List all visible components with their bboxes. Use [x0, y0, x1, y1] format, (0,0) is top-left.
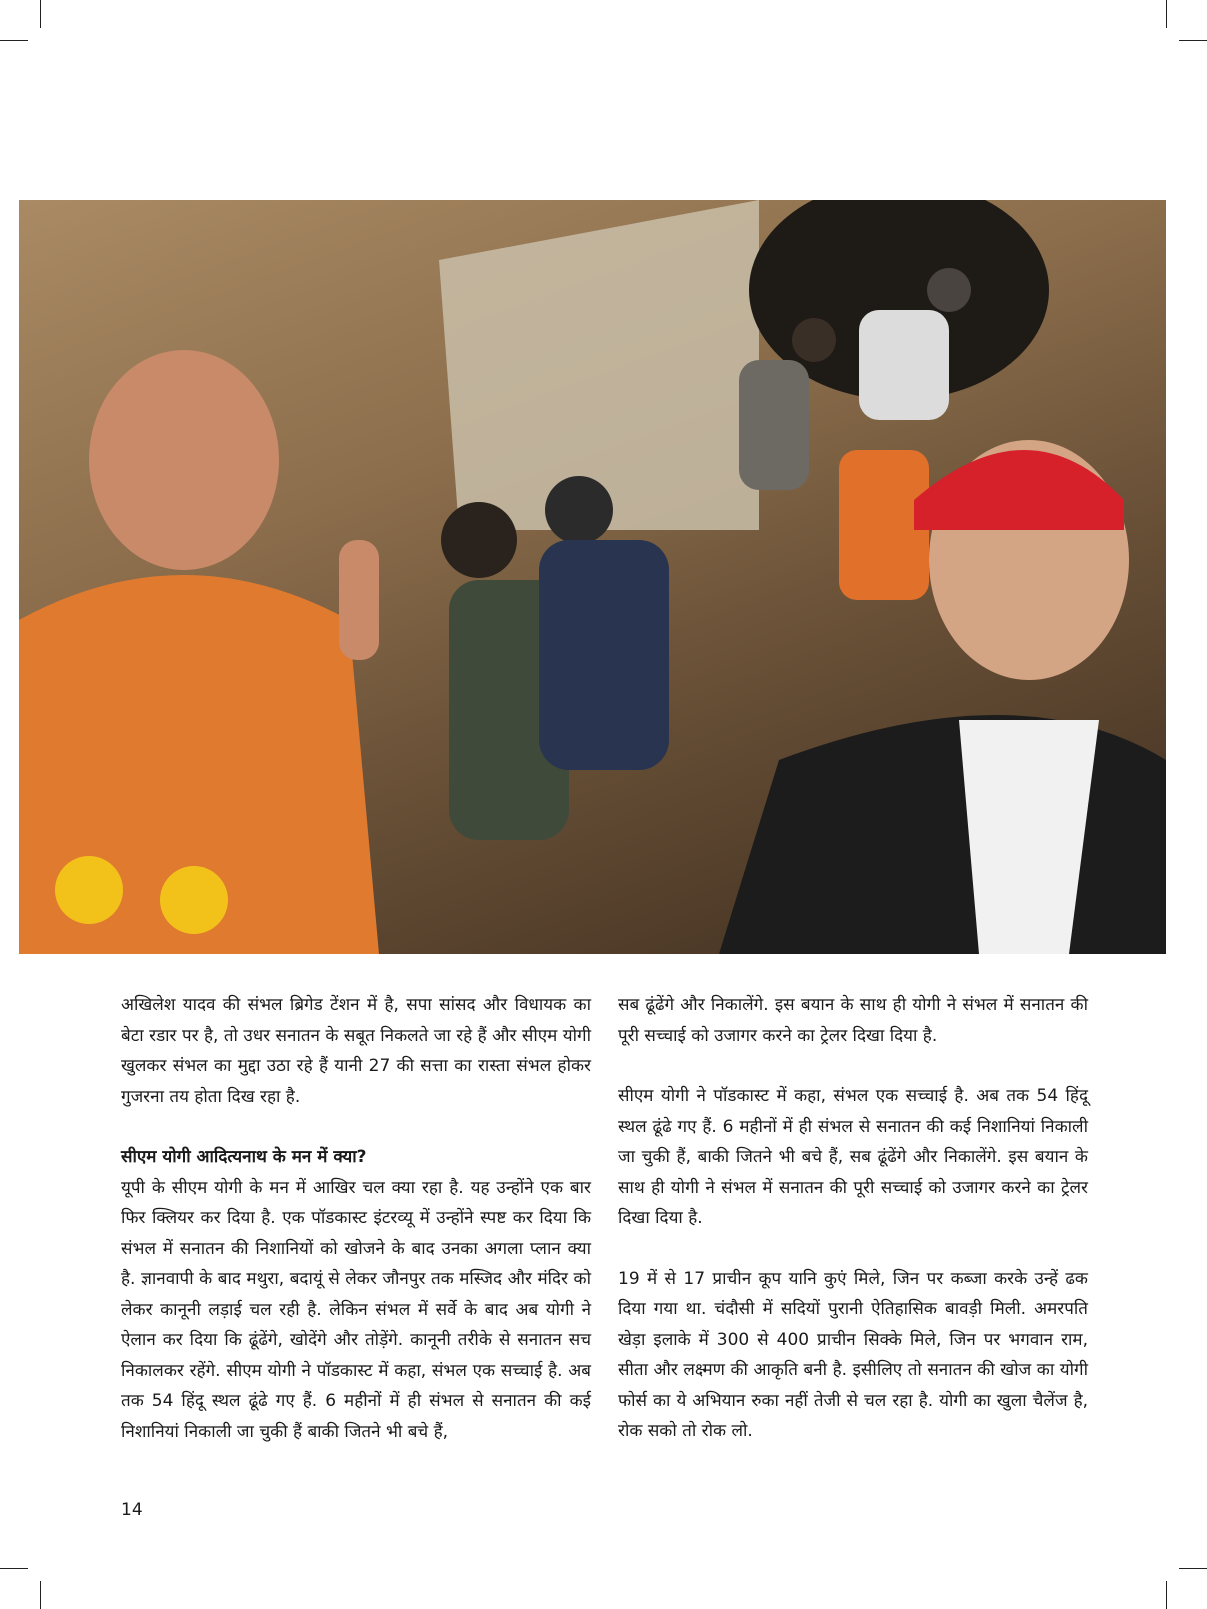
photo-collage-icon: [19, 200, 1166, 954]
crop-mark: [1179, 40, 1207, 41]
article-paragraph: सीएम योगी ने पॉडकास्ट में कहा, संभल एक सच्चाई है. अब तक 54 हिंदू स्थल ढूंढे गए हैं. 6 महीनों में ही संभल से सनातन की कई निशानियां निकाली जा चुकी हैं, बाकी जितने भी बचे हैं, सब ढूंढेंगे और निकालेंगे. इस बयान के साथ ही योगी ने संभल में सनातन की पूरी सच्चाई को उजागर करने का ट्रेलर दिखा दिया है.: [618, 1086, 1088, 1228]
crop-mark: [1179, 1568, 1207, 1569]
page-number: 14: [121, 1500, 143, 1520]
crop-mark: [1166, 1581, 1167, 1609]
article-paragraph: यूपी के सीएम योगी के मन में आखिर चल क्या रहा है. यह उन्होंने एक बार फिर क्लियर कर दिया है. एक पॉडकास्ट इंटरव्यू में उन्होंने स्पष्ट कर दिया कि संभल में सनातन की निशानियों को खोजने के बाद उनका अगला प्लान क्या है. ज्ञानवापी के बाद मथुरा, बदायूं से लेकर जौनपुर तक मस्जिद और मंदिर को लेकर कानूनी लड़ाई चल रही है. लेकिन संभल में सर्वे के बाद अब योगी ने ऐलान कर दिया कि ढूंढेंगे, खोदेंगे और तोड़ेंगे. कानूनी तरीके से सनातन सच निकालकर रहेंगे. सीएम योगी ने पॉडकास्ट में कहा, संभल एक सच्चाई है. अब तक 54 हिंदू स्थल ढूंढे गए हैं. 6 महीनों में ही संभल से सनातन की कई निशानियां निकाली जा चुकी हैं बाकी जितने भी बचे हैं,: [121, 1177, 591, 1442]
crop-mark: [0, 1568, 28, 1569]
article-photo: [19, 200, 1166, 954]
crop-mark: [1166, 0, 1167, 28]
article-subheading: सीएम योगी आदित्यनाथ के मन में क्या?: [121, 1147, 367, 1167]
article-paragraph: सब ढूंढेंगे और निकालेंगे. इस बयान के साथ ही योगी ने संभल में सनातन की पूरी सच्चाई को उजागर करने का ट्रेलर दिखा दिया है.: [618, 995, 1088, 1046]
crop-mark: [0, 40, 28, 41]
article-paragraph: 19 में से 17 प्राचीन कूप यानि कुएं मिले, जिन पर कब्जा करके उन्हें ढक दिया गया था. चंदौसी में सदियों पुरानी ऐतिहासिक बावड़ी मिली. अमरपति खेड़ा इलाके में 300 से 400 प्राचीन सिक्के मिले, जिन पर भगवान राम, सीता और लक्ष्मण की आकृति बनी है. इसीलिए तो सनातन की खोज का योगी फोर्स का ये अभियान रुका नहीं तेजी से चल रहा है. योगी का खुला चैलेंज है, रोक सको तो रोक लो.: [618, 1268, 1088, 1441]
article-column-left: [121, 990, 591, 1477]
crop-mark: [40, 0, 41, 28]
article-column-right: [618, 990, 1088, 1477]
article-paragraph: अखिलेश यादव की संभल ब्रिगेड टेंशन में है, सपा सांसद और विधायक का बेटा रडार पर है, तो उधर सनातन के सबूत निकलते जा रहे हैं और सीएम योगी खुलकर संभल का मुद्दा उठा रहे हैं यानी 27 की सत्ता का रास्ता संभल होकर गुजरना तय होता दिख रहा है.: [121, 995, 591, 1107]
crop-mark: [40, 1581, 41, 1609]
